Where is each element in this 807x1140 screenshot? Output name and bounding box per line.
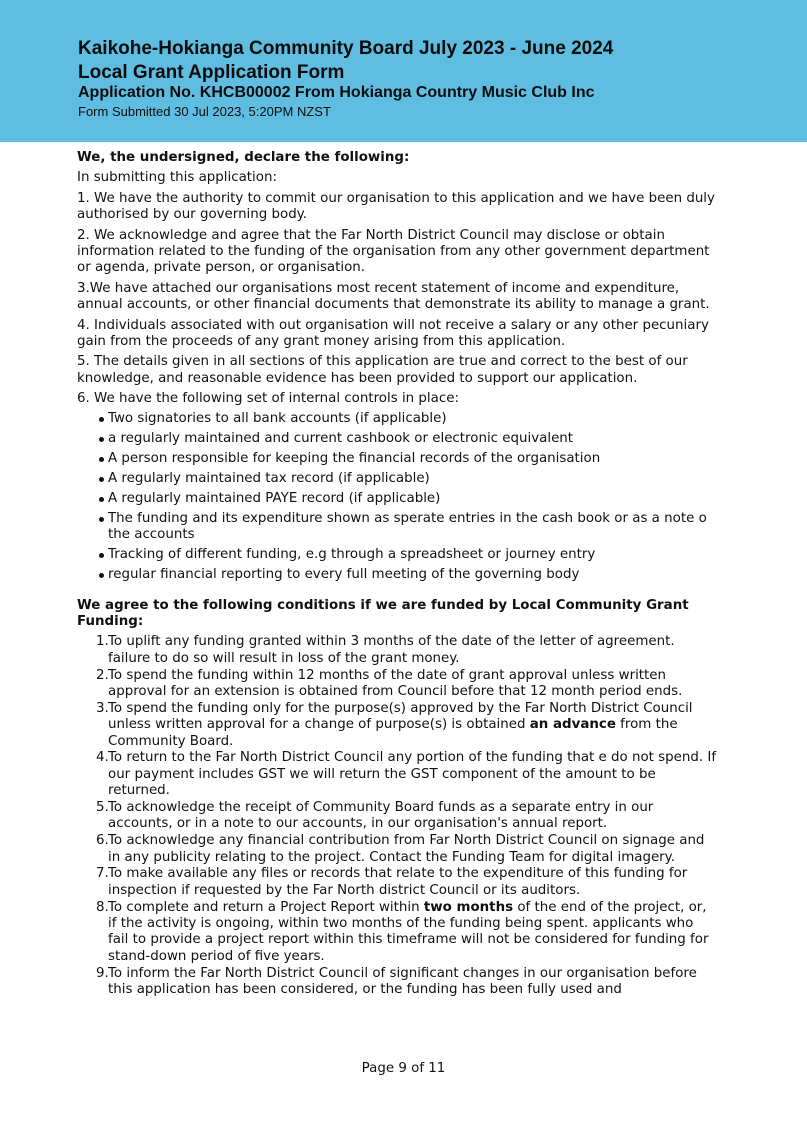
item-text: To inform the Far North District Council of significant changes in our organisation before this application has been considered, or the funding has been fully used and (108, 965, 697, 997)
conditions-list (77, 634, 717, 998)
item-text: To uplift any funding granted within 3 months of the date of the letter of agreement. failure to do so will result in loss of the grant money. (108, 634, 675, 666)
page-number: Page 9 of 11 (361, 1061, 446, 1076)
board-title: Kaikohe-Hokianga Community Board July 2023 - June 2024 (78, 38, 614, 59)
list-item: Two signatories to all bank accounts (if applicable) (97, 411, 717, 427)
item-number: 7. (96, 866, 109, 882)
item-text: of the end of the project, or, if the activity is ongoing, within two months of the funding being spent. applicants who fail to provide a project report within this timeframe will not be considered for funding for stand-down period of five years. (108, 899, 709, 964)
item-text: from the Community Board. (108, 717, 678, 749)
list-item (96, 899, 717, 966)
declaration-item: 1. We have the authority to commit our organisation to this application and we have been duly authorised by our governing body. (77, 190, 715, 223)
item-text: To acknowledge any financial contribution from Far North District Council on signage and in any publicity relating to the project. Contact the Funding Team for digital imagery. (108, 833, 705, 865)
list-item (96, 634, 717, 667)
list-item: a regularly maintained and current cashbook or electronic equivalent (97, 431, 717, 447)
list-item (96, 750, 717, 799)
application-number: Application No. KHCB00002 From Hokianga Country Music Club Inc (78, 84, 595, 101)
item-number: 8. (96, 899, 109, 915)
list-item (96, 799, 717, 833)
list-item: regular financial reporting to every full meeting of the governing body (97, 567, 717, 583)
item-text: To complete and return a Project Report within (108, 899, 424, 915)
page-header-banner (0, 0, 807, 142)
item-number: 4. (96, 750, 109, 766)
declaration-item: 6. We have the following set of internal controls in place: (77, 391, 459, 407)
item-text: To return to the Far North District Council any portion of the funding that e do not spend. If our payment includes GST we will return the GST component of the amount to be returned. (108, 750, 717, 799)
item-text: To spend the funding within 12 months of the date of grant approval unless written approval for an extension is obtained from Council before that 12 month period ends. (108, 667, 683, 699)
declaration-item: 5. The details given in all sections of this application are true and correct to the best of our knowledge, and reasonable evidence has been provided to support our application. (77, 354, 688, 386)
item-emphasis: two months (423, 899, 514, 915)
item-number: 6. (96, 833, 109, 849)
item-text: To make available any files or records that relate to the expenditure of this funding for inspection if requested by the Far North district Council or its auditors. (108, 866, 688, 898)
item-number: 1. (96, 634, 109, 650)
item-emphasis: an advance (529, 717, 616, 733)
list-item (96, 965, 717, 999)
list-item: A regularly maintained PAYE record (if applicable) (97, 491, 717, 507)
list-item: The funding and its expenditure shown as sperate entries in the cash book or as a note o the accounts (97, 511, 717, 544)
list-item (96, 833, 717, 866)
list-item: A regularly maintained tax record (if applicable) (97, 471, 717, 487)
internal-controls-list (77, 411, 717, 584)
item-number: 9. (96, 965, 109, 981)
declaration-heading: We, the undersigned, declare the following: (77, 150, 410, 165)
list-item (96, 667, 717, 701)
item-number: 3. (96, 700, 109, 716)
document-body (77, 150, 717, 999)
item-number: 2. (96, 667, 109, 683)
item-text: To spend the funding only for the purpose(s) approved by the Far North District Council unless written approval for a change of purpose(s) is obtained (108, 700, 693, 733)
declaration-item: 2. We acknowledge and agree that the Far North District Council may disclose or obtain information related to the funding of the organisation from any other government department or agenda, private person, or organisation. (77, 227, 710, 276)
conditions-heading: We agree to the following conditions if we are funded by Local Community Grant Funding: (77, 597, 689, 629)
submission-timestamp: Form Submitted 30 Jul 2023, 5:20PM NZST (78, 104, 331, 119)
list-item: Tracking of different funding, e.g through a spreadsheet or journey entry (97, 547, 717, 563)
form-title: Local Grant Application Form (78, 62, 345, 83)
item-text: To acknowledge the receipt of Community Board funds as a separate entry in our accounts, or in a note to our accounts, in our organisation's annual report. (108, 799, 654, 832)
declaration-item: 4. Individuals associated with out organisation will not receive a salary or any other pecuniary gain from the proceeds of any grant money arising from this application. (77, 317, 709, 350)
item-number: 5. (96, 799, 109, 815)
declaration-intro: In submitting this application: (77, 170, 277, 186)
list-item (96, 866, 717, 899)
list-item: A person responsible for keeping the financial records of the organisation (97, 451, 717, 467)
declaration-item: 3.We have attached our organisations most recent statement of income and expenditure, annual accounts, or other financial documents that demonstrate its ability to manage a grant. (77, 280, 710, 313)
list-item (96, 700, 717, 750)
